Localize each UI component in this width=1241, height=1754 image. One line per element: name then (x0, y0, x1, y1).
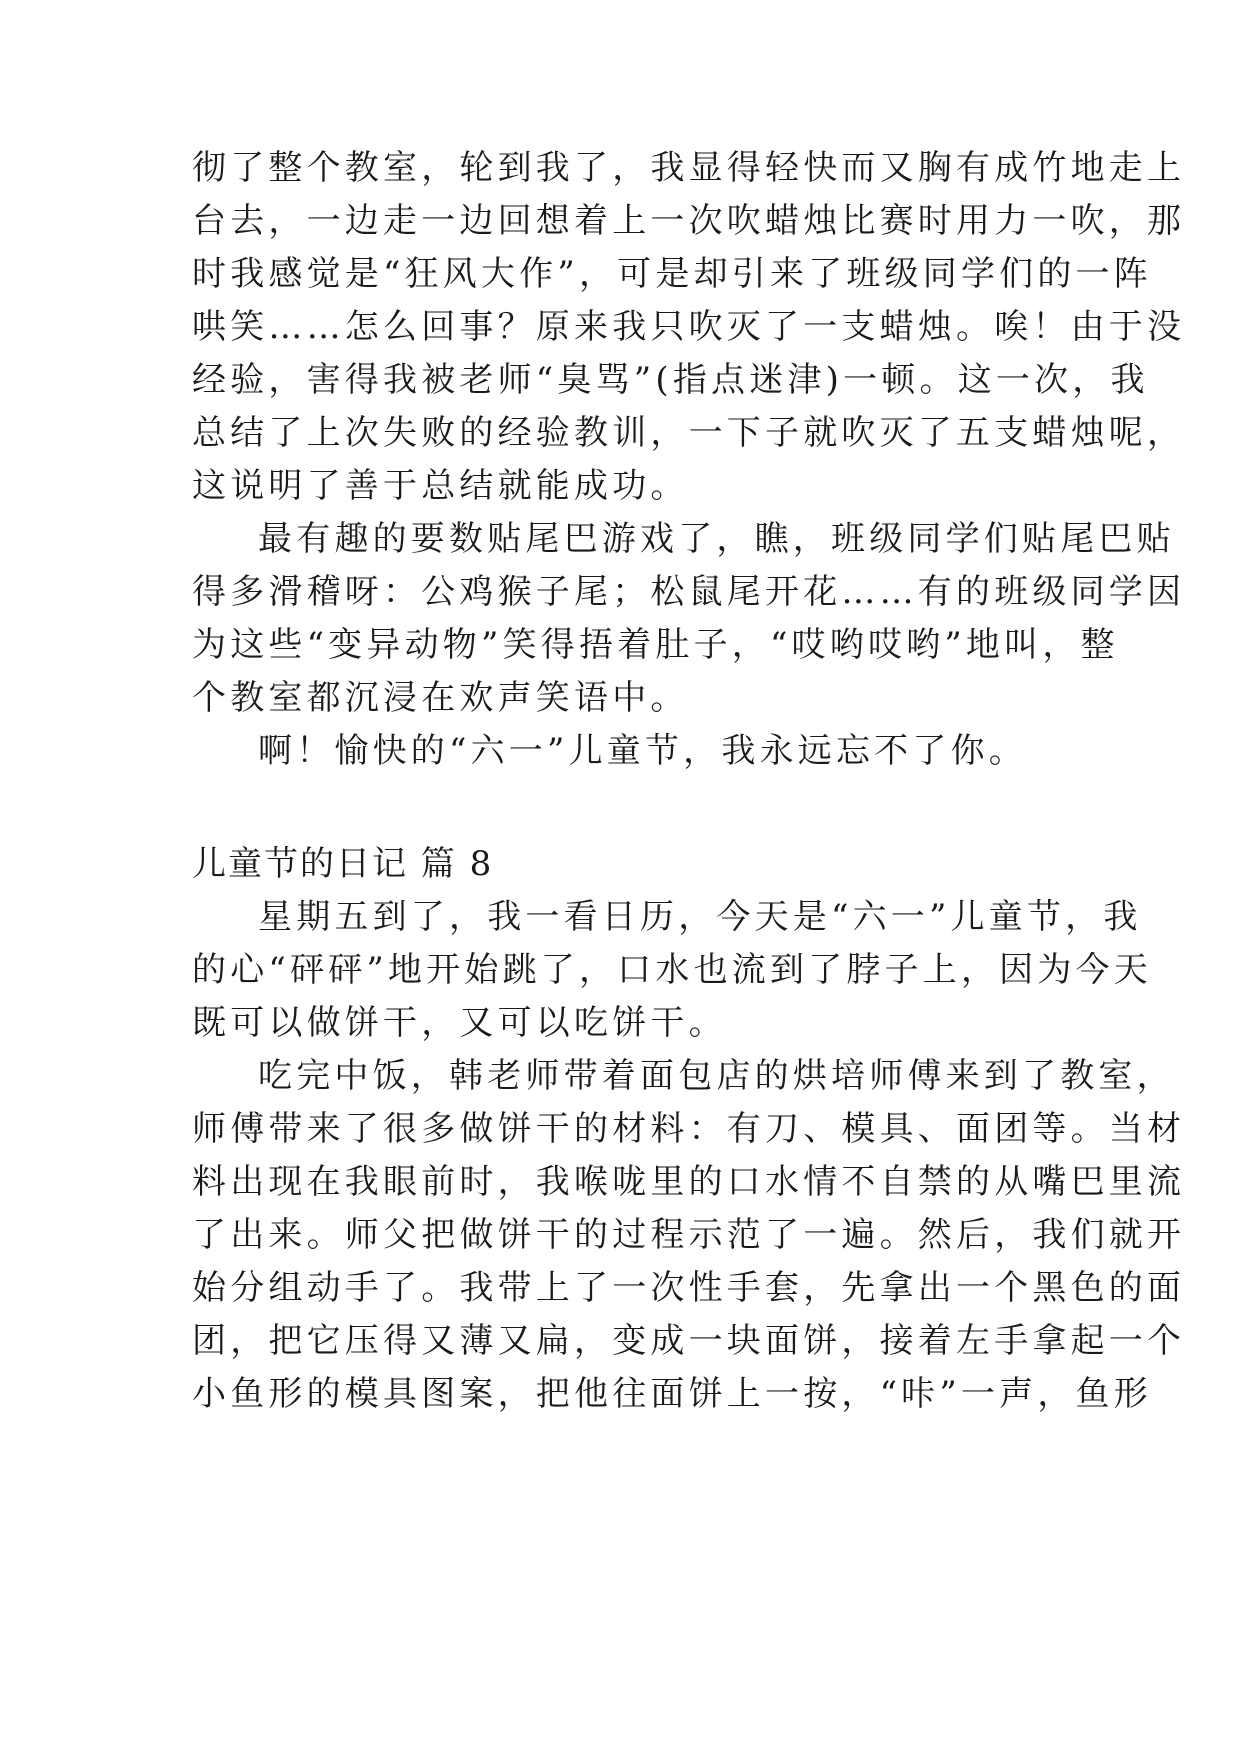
paragraph-line: 时我感觉是“狂风大作”，可是却引来了班级同学们的一阵 (192, 254, 1152, 294)
paragraph-line: 了出来。师父把做饼干的过程示范了一遍。然后，我们就开 (192, 1215, 1186, 1255)
paragraph-line: 总结了上次失败的经验教训，一下子就吹灭了五支蜡烛呢， (192, 413, 1186, 453)
paragraph-line: 这说明了善于总结就能成功。 (192, 466, 689, 506)
paragraph-line: 的心“砰砰”地开始跳了，口水也流到了脖子上，因为今天 (192, 950, 1152, 990)
paragraph-line: 既可以做饼干，又可以吃饼干。 (192, 1003, 727, 1043)
paragraph-line: 经验，害得我被老师“臭骂”(指点迷津)一顿。这一次，我 (192, 360, 1149, 400)
paragraph-line: 团，把它压得又薄又扁，变成一块面饼，接着左手拿起一个 (192, 1321, 1186, 1361)
paragraph-line: 啊！愉快的“六一”儿童节，我永远忘不了你。 (258, 731, 1027, 771)
paragraph-line: 吃完中饭，韩老师带着面包店的烘培师傅来到了教室， (258, 1056, 1175, 1096)
paragraph-line: 台去，一边走一边回想着上一次吹蜡烛比赛时用力一吹，那 (192, 201, 1186, 241)
paragraph-line: 料出现在我眼前时，我喉咙里的口水情不自禁的从嘴巴里流 (192, 1162, 1186, 1202)
paragraph-line: 哄笑……怎么回事？原来我只吹灭了一支蜡烛。唉！由于没 (192, 307, 1186, 347)
paragraph-line: 始分组动手了。我带上了一次性手套，先拿出一个黑色的面 (192, 1268, 1186, 1308)
paragraph-line: 小鱼形的模具图案，把他往面饼上一按，“咔”一声，鱼形 (192, 1374, 1152, 1414)
paragraph-line: 师傅带来了很多做饼干的材料：有刀、模具、面团等。当材 (192, 1109, 1186, 1149)
paragraph-line: 星期五到了，我一看日历，今天是“六一”儿童节，我 (258, 897, 1142, 937)
paragraph-line: 最有趣的要数贴尾巴游戏了，瞧，班级同学们贴尾巴贴 (258, 519, 1175, 559)
paragraph-line: 得多滑稽呀：公鸡猴子尾；松鼠尾开花……有的班级同学因 (192, 572, 1186, 612)
section-heading: 儿童节的日记 篇 8 (192, 844, 494, 884)
paragraph-line: 彻了整个教室，轮到我了，我显得轻快而又胸有成竹地走上 (192, 148, 1186, 188)
paragraph-line: 为这些“变异动物”笑得捂着肚子，“哎哟哎哟”地叫，整 (192, 625, 1119, 665)
paragraph-line: 个教室都沉浸在欢声笑语中。 (192, 678, 689, 718)
